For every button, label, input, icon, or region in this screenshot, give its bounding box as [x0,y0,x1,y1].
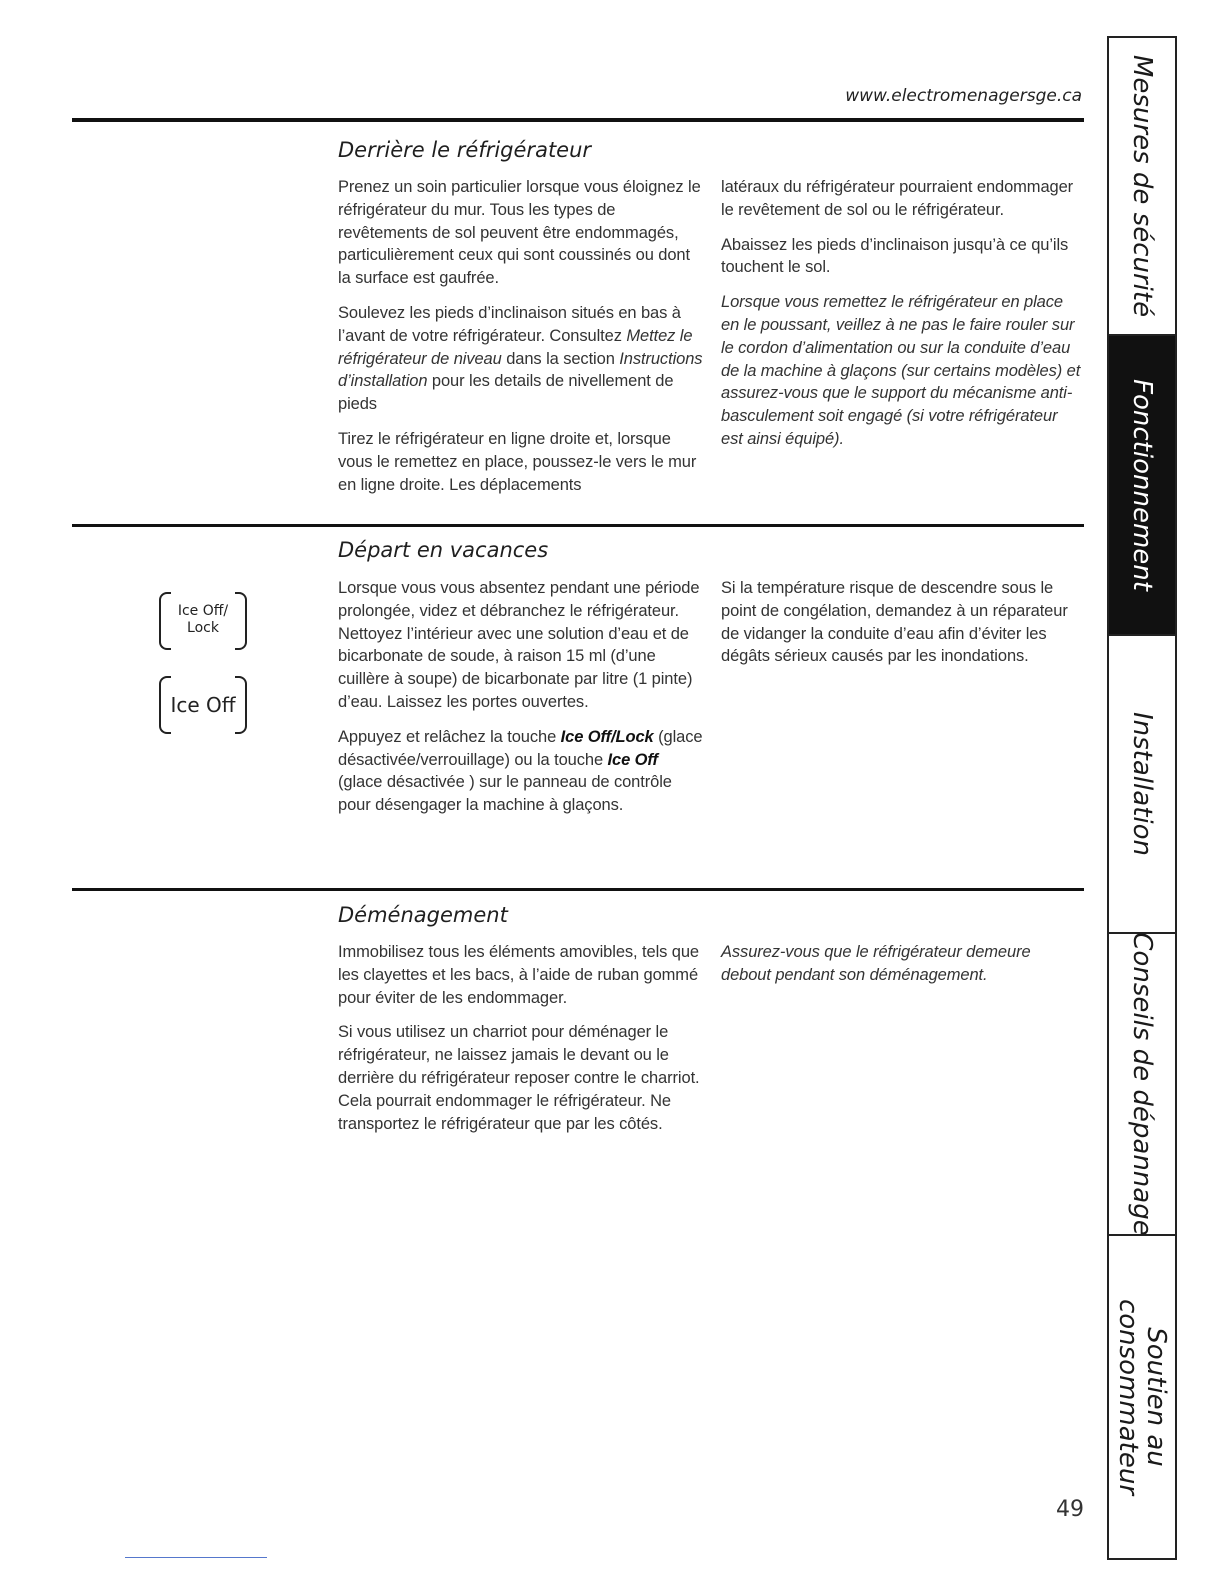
section-vacation-left-column [338,577,704,829]
tab-operation[interactable] [1109,336,1175,636]
tab-installation[interactable] [1109,636,1175,934]
ice-off-lock-label: Ice Off/Lock [560,727,654,746]
tab-label: Mesures de sécurité [1127,54,1157,318]
paragraph: Si vous utilisez un charriot pour déménager le réfrigérateur, ne laissez jamais le devant ou le derrière du réfrigérateur reposer contre le charriot. Cela pourrait endommager le réfrigérateur. Ne transportez le réfrigérateur que par les côtés. [338,1023,700,1133]
section-behind-right-column [721,176,1083,463]
paragraph: Soulevez les pieds d’inclinaison situés en bas à l’avant de votre réfrigérateur. Consultez Mettez le réfrigérateur de niveau dans la section Instructions d’installation pour les details de nivellement de pieds [338,303,703,414]
tab-label: Installation [1127,711,1157,857]
tab-label: Soutien au consommateur [1113,1298,1171,1496]
section-vacation-right-column [721,577,1083,680]
ice-off-button: Ice Off [159,676,247,734]
paragraph: Appuyez et relâchez la touche Ice Off/Lock (glace désactivée/verrouillage) ou la touche Ice Off (glace désactivée ) sur le panneau de contrôle pour désengager la machine à glaçons. [338,727,703,815]
side-tab-navigation [1107,36,1177,1560]
section-behind-left-column [338,176,704,508]
paragraph: Prenez un soin particulier lorsque vous éloignez le réfrigérateur du mur. Tous les types de revêtements de sol peuvent être endommagés, particulièrement ceux qui sont coussinés ou dont la surface est gaufrée. [338,178,701,288]
footer-line [125,1557,267,1558]
paragraph: Tirez le réfrigérateur en ligne droite et, lorsque vous le remettez en place, poussez-le vers le mur en ligne droite. Les déplacements [338,429,697,494]
section-title-moving: Déménagement [338,903,508,927]
paragraph: latéraux du réfrigérateur pourraient endommager le revêtement de sol ou le réfrigérateur. [721,178,1074,219]
paragraph-italic: Lorsque vous remettez le réfrigérateur en place en le poussant, veillez à ne pas le faire rouler sur le cordon d’alimentation ou sur la conduite d’eau de la machine à glaçons (sur certains modèles) et assurez-vous que le support du mécanisme anti-basculement soit engagé (si votre réfrigérateur est ainsi équipé). [721,293,1081,448]
tab-label: Fonctionnement [1127,379,1157,591]
installation-reference: Instructions d’installation [338,349,703,391]
paragraph: Si la température risque de descendre sous le point de congélation, demandez à un réparateur de vidanger la conduite d’eau afin d’éviter les dégâts sérieux causés par les inondations. [721,579,1068,666]
tab-safety[interactable] [1109,38,1175,336]
section-divider [72,888,1084,891]
tab-consumer-support[interactable] [1109,1236,1175,1558]
tab-label: Conseils de dépannage [1127,932,1157,1236]
site-url: www.electromenagersge.ca [845,86,1082,106]
section-title-behind-fridge: Derrière le réfrigérateur [338,138,592,162]
leveling-reference: Mettez le réfrigérateur de niveau [338,326,693,368]
paragraph: Immobilisez tous les éléments amovibles, tels que les clayettes et les bacs, à l’aide de ruban gommé pour éviter de les endommager. [338,943,700,1007]
section-moving-left-column [338,941,704,1147]
ice-off-label: Ice Off [607,750,658,769]
paragraph: Abaissez les pieds d’inclinaison jusqu’à ce qu’ils touchent le sol. [721,235,1069,277]
header-rule [72,118,1084,122]
paragraph: Lorsque vous vous absentez pendant une période prolongée, videz et débranchez le réfrigérateur. Nettoyez l’intérieur avec une solution d’eau et de bicarbonate de soude, à raison 15 ml (d’une cuillère à soupe) de bicarbonate par litre (1 pinte) d’eau. Laissez les portes ouvertes. [338,579,700,711]
tab-troubleshooting[interactable] [1109,934,1175,1236]
section-moving-right-column [721,941,1083,999]
section-divider [72,524,1084,527]
page-number: 49 [1056,1497,1084,1522]
section-title-vacation: Départ en vacances [338,538,549,562]
paragraph-italic: Assurez-vous que le réfrigérateur demeure debout pendant son déménagement. [721,943,1031,984]
ice-off-lock-button: Ice Off/ Lock [159,592,247,650]
